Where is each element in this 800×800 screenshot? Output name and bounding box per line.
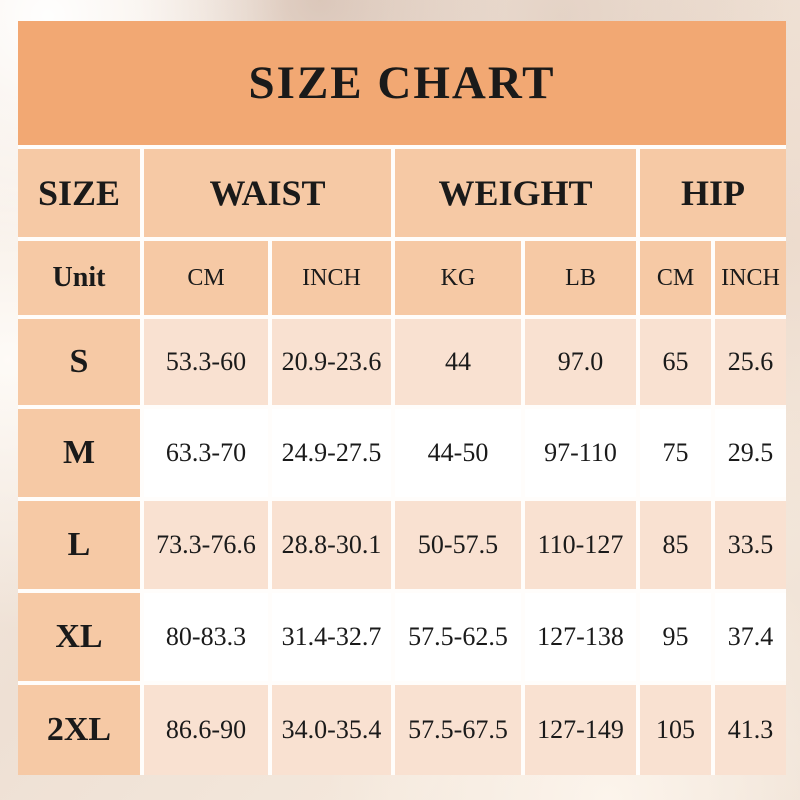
size-label-m: M	[18, 409, 140, 497]
cell-xl-hip-inch: 37.4	[715, 593, 786, 681]
cell-m-weight-kg: 44-50	[395, 409, 521, 497]
unit-hip-inch: INCH	[715, 241, 786, 315]
column-header-waist: WAIST	[144, 149, 391, 237]
cell-s-weight-lb: 97.0	[525, 319, 636, 405]
cell-2xl-weight-kg: 57.5-67.5	[395, 685, 521, 775]
size-label-xl: XL	[18, 593, 140, 681]
cell-s-hip-cm: 65	[640, 319, 711, 405]
cell-xl-hip-cm: 95	[640, 593, 711, 681]
cell-xl-waist-inch: 31.4-32.7	[272, 593, 391, 681]
cell-xl-waist-cm: 80-83.3	[144, 593, 268, 681]
unit-waist-inch: INCH	[272, 241, 391, 315]
cell-2xl-weight-lb: 127-149	[525, 685, 636, 775]
cell-xl-weight-kg: 57.5-62.5	[395, 593, 521, 681]
cell-l-weight-kg: 50-57.5	[395, 501, 521, 589]
unit-row-label: Unit	[18, 241, 140, 315]
cell-s-waist-inch: 20.9-23.6	[272, 319, 391, 405]
cell-l-hip-inch: 33.5	[715, 501, 786, 589]
column-header-weight: WEIGHT	[395, 149, 636, 237]
cell-m-weight-lb: 97-110	[525, 409, 636, 497]
size-label-2xl: 2XL	[18, 685, 140, 775]
title-banner	[18, 21, 786, 145]
cell-s-weight-kg: 44	[395, 319, 521, 405]
cell-l-waist-cm: 73.3-76.6	[144, 501, 268, 589]
unit-waist-cm: CM	[144, 241, 268, 315]
cell-m-hip-cm: 75	[640, 409, 711, 497]
cell-l-weight-lb: 110-127	[525, 501, 636, 589]
unit-hip-cm: CM	[640, 241, 711, 315]
cell-s-waist-cm: 53.3-60	[144, 319, 268, 405]
cell-m-waist-inch: 24.9-27.5	[272, 409, 391, 497]
page-title: SIZE CHART	[248, 57, 556, 109]
unit-weight-kg: KG	[395, 241, 521, 315]
cell-2xl-hip-cm: 105	[640, 685, 711, 775]
cell-m-waist-cm: 63.3-70	[144, 409, 268, 497]
cell-m-hip-inch: 29.5	[715, 409, 786, 497]
cell-2xl-waist-inch: 34.0-35.4	[272, 685, 391, 775]
cell-l-waist-inch: 28.8-30.1	[272, 501, 391, 589]
cell-xl-weight-lb: 127-138	[525, 593, 636, 681]
size-table	[18, 149, 786, 775]
cell-2xl-hip-inch: 41.3	[715, 685, 786, 775]
size-chart-panel	[18, 21, 786, 775]
size-label-s: S	[18, 319, 140, 405]
unit-weight-lb: LB	[525, 241, 636, 315]
column-header-size: SIZE	[18, 149, 140, 237]
size-label-l: L	[18, 501, 140, 589]
cell-l-hip-cm: 85	[640, 501, 711, 589]
cell-2xl-waist-cm: 86.6-90	[144, 685, 268, 775]
column-header-hip: HIP	[640, 149, 786, 237]
cell-s-hip-inch: 25.6	[715, 319, 786, 405]
